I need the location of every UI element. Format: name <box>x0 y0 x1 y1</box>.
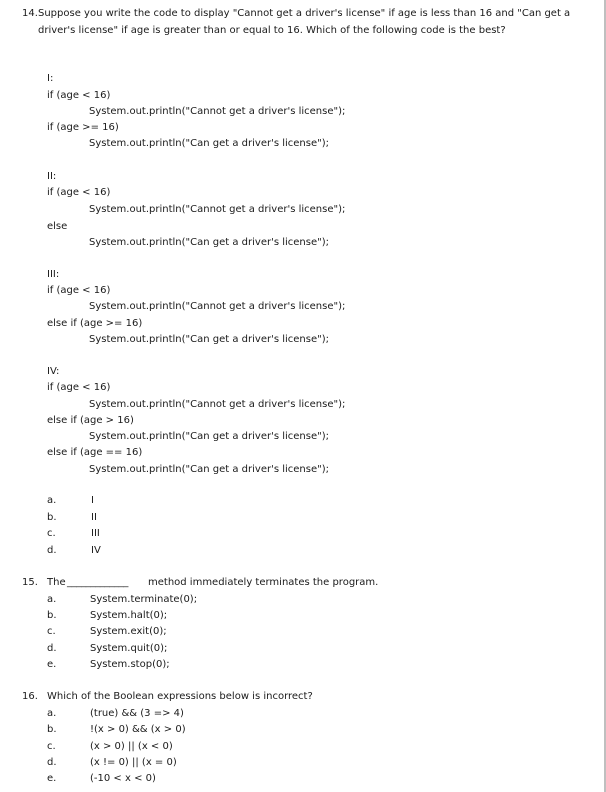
option-letter: e. <box>47 773 57 784</box>
code-line: System.out.println("Cannot get a driver's license"); <box>89 204 346 215</box>
option-letter: e. <box>47 659 57 670</box>
code-line: System.out.println("Cannot get a driver's license"); <box>89 399 346 410</box>
option-text: IV <box>91 545 101 556</box>
code-line: System.out.println("Can get a driver's license"); <box>89 237 330 248</box>
code-line: System.out.println("Cannot get a driver's license"); <box>89 106 346 117</box>
option-letter: d. <box>47 643 57 654</box>
option-letter: b. <box>47 724 57 735</box>
option-text: System.exit(0); <box>90 626 167 637</box>
option-letter: b. <box>47 610 57 621</box>
code-line: if (age < 16) <box>47 382 111 393</box>
code-line: if (age >= 16) <box>47 122 119 133</box>
option-text: System.stop(0); <box>90 659 170 670</box>
option-letter: d. <box>47 757 57 768</box>
code-line: System.out.println("Can get a driver's license"); <box>89 138 330 149</box>
question-stem: The <box>47 577 66 588</box>
option-text: System.halt(0); <box>90 610 168 621</box>
code-block-label: I: <box>47 73 54 84</box>
option-text: !(x > 0) && (x > 0) <box>90 724 186 735</box>
option-letter: c. <box>47 741 56 752</box>
question-stem: Suppose you write the code to display "Cannot get a driver's license" if age is less than 16 and "Can get a driver's license" if age is greater than or equal to 16. Which of the following code is the best? <box>38 8 571 36</box>
code-block-label: IV: <box>47 366 60 377</box>
code-line: System.out.println("Can get a driver's license"); <box>89 334 330 345</box>
option-text: III <box>91 528 100 539</box>
option-letter: a. <box>47 708 57 719</box>
option-text: (-10 < x < 0) <box>90 773 156 784</box>
code-line: System.out.println("Can get a driver's license"); <box>89 464 330 475</box>
code-line: System.out.println("Can get a driver's license"); <box>89 431 330 442</box>
option-letter: a. <box>47 594 57 605</box>
question-number: 16. <box>22 691 38 702</box>
option-letter: d. <box>47 545 57 556</box>
code-line: else if (age > 16) <box>47 415 134 426</box>
option-text: (x > 0) || (x < 0) <box>90 741 173 752</box>
question-number: 14. <box>22 8 38 19</box>
code-block-label: II: <box>47 171 57 182</box>
question-number: 15. <box>22 577 38 588</box>
code-line: if (age < 16) <box>47 187 111 198</box>
question-stem: Which of the Boolean expressions below is incorrect? <box>47 691 313 702</box>
code-line: if (age < 16) <box>47 90 111 101</box>
option-text: I <box>91 495 94 506</box>
option-text: II <box>91 512 97 523</box>
code-line: if (age < 16) <box>47 285 111 296</box>
option-letter: a. <box>47 495 57 506</box>
fill-in-blank: _____________ <box>67 577 129 588</box>
code-line: else if (age >= 16) <box>47 318 143 329</box>
option-letter: b. <box>47 512 57 523</box>
option-letter: c. <box>47 626 56 637</box>
code-block-label: III: <box>47 269 60 280</box>
option-text: System.quit(0); <box>90 643 168 654</box>
option-letter: c. <box>47 528 56 539</box>
option-text: (x != 0) || (x = 0) <box>90 757 177 768</box>
code-line: else <box>47 221 68 232</box>
question-stem-continued: method immediately terminates the program. <box>148 577 379 588</box>
option-text: System.terminate(0); <box>90 594 198 605</box>
code-line: System.out.println("Cannot get a driver's license"); <box>89 301 346 312</box>
code-line: else if (age == 16) <box>47 447 143 458</box>
option-text: (true) && (3 => 4) <box>90 708 184 719</box>
